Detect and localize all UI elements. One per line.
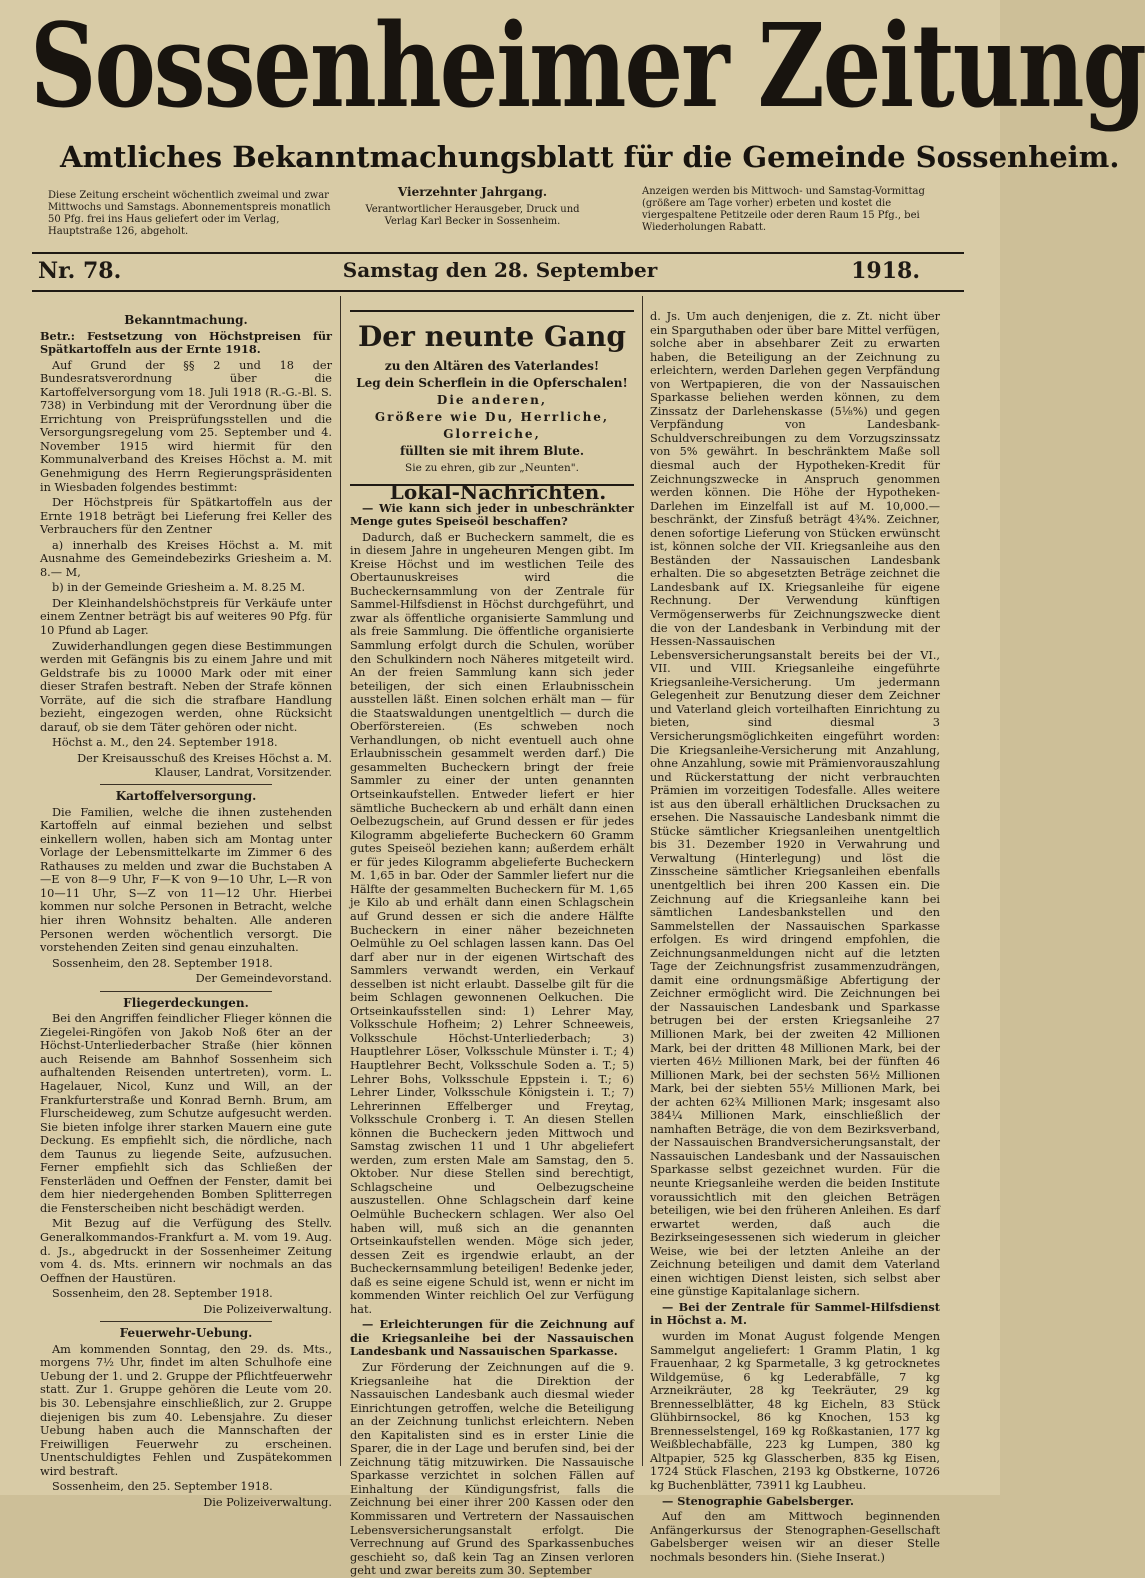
column-divider: [340, 296, 341, 1466]
signature: Die Polizeiverwaltung.: [203, 1495, 332, 1509]
place-date: Sossenheim, den 28. September 1918.: [52, 956, 273, 970]
article-lead: — Erleichterungen für die Zeichnung auf die Kriegsanleihe bei der Nassauischen Landesbank und Nassauischen Sparkasse.: [350, 1317, 634, 1359]
appeal-line: Glorreiche,: [443, 427, 541, 441]
signature: Der Kreisausschuß des Kreises Höchst a. M. Klauser, Landrat, Vorsitzender.: [77, 751, 332, 779]
header-rule-bottom: [32, 290, 964, 292]
paragraph: Am kommenden Sonntag, den 29. ds. Mts., morgens 7½ Uhr, findet im alten Schulhofe eine Uebung der 1. und 2. Gruppe der Pflichtfeuerwehr statt. Zur 1. Gruppe gehören die Leute vom 20. bis 30. Lebensjahre einschließlich, zur 2. Gruppe diejenigen bis zum 40. Lebensjahre. Zu dieser Uebung haben auch die Mannschaften der Freiwilligen Feuerwehr zu erscheinen. Unentschuldigtes Fehlen und Zuspätekommen wird bestraft.: [40, 1342, 332, 1478]
column-2: [350, 310, 634, 1578]
notice-subject: Betr.: Festsetzung von Höchstpreisen für Spätkartoffeln aus der Ernte 1918.: [40, 328, 332, 357]
column-3: [650, 310, 940, 1564]
publisher-info: [355, 186, 590, 228]
masthead-subtitle: Amtliches Bekanntmachungsblatt für die Gemeinde Sossenheim.: [60, 140, 1120, 174]
appeal-box: [350, 310, 634, 486]
paragraph: Zuwiderhandlungen gegen diese Bestimmungen werden mit Gefängnis bis zu einem Jahre und mit Geldstrafe bis zu 10000 Mark oder mit einer dieser Strafen bestraft. Neben der Strafe können Vorräte, auf die sich die strafbare Handlung bezieht, eingezogen werden, ohne Rücksicht darauf, ob sie dem Täter gehören oder nicht.: [40, 639, 332, 734]
article-lead: — Stenographie Gabelsberger.: [662, 1493, 854, 1508]
paragraph: Dadurch, daß er Bucheckern sammelt, die es in diesem Jahre in ungeheuren Mengen gibt. Im Kreise Höchst und im westlichen Teile des Obertaunuskreises wird die Bucheckernsammlung von der Zentrale für Sammel-Hilfsdienst in Höchst durchgeführt, und zwar als öffentliche organisierte Sammlung und als freie Sammlung. Die öffentliche organisierte Sammlung erfolgt durch die Schulen, worüber den Schulkindern noch Näheres mitgeteilt wird. An der freien Sammlung kann sich jeder beteiligen, der sich einen Erlaubnisschein ausstellen läßt. Einen solchen erhält man — für die Staatswaldungen unentgeltlich — durch die Oberförstereien. (Es schweben noch Verhandlungen, ob nicht eventuell auch ohne Erlaubnisschein gesammelt werden darf.) Die gesammelten Bucheckern bringt der freie Sammler zu einer der unten genannten Ortseinkaufstellen. Entweder liefert er hier sämtliche Bucheckern ab und erhält dann einen Oelbezugschein, auf Grund dessen er für jedes Kilogramm abgelieferte Bucheckern 60 Gramm gutes Speiseöl beziehen kann; außerdem erhält er für jedes Kilogramm abgelieferte Bucheckern M. 1,65 in bar. Oder der Sammler liefert nur die Hälfte der gesammelten Bucheckern für M. 1,65 je Kilo ab und erhält dann einen Schlagschein auf Grund dessen er sich die andere Hälfte Bucheckern in einer näher bezeichneten Oelmühle zu Oel schlagen lassen kann. Das Oel darf aber nur in der eigenen Wirtschaft des Sammlers verwandt werden, ein Verkauf desselben ist nicht erlaubt. Dasselbe gilt für die beim Schlagen gewonnenen Oelkuchen. Die Ortseinkaufsstellen sind: 1) Lehrer May, Volksschule Hofheim; 2) Lehrer Schneeweis, Volksschule Höchst-Unterliederbach; 3) Hauptlehrer Löser, Volksschule Münster i. T.; 4) Hauptlehrer Becht, Volksschule Soden a. T.; 5) Lehrer Bohs, Volksschule Eppstein i. T.; 6) Lehrer Linder, Volksschule Königstein i. T.; 7) Lehrerinnen Effelberger und Freytag, Volksschule Cronberg i. T. An diesen Stellen können die Bucheckern jeden Mittwoch und Samstag zwischen 11 und 1 Uhr abgeliefert werden, zum ersten Male am Samstag, den 5. Oktober. Nur diese Stellen sind berechtigt, Schlagscheine und Oelbezugscheine auszustellen. Ohne Schlagschein darf keine Oelmühle Bucheckern schlagen. Wer also Oel haben will, muß sich an die genannten Ortseinkaufstellen wenden. Möge sich jeder, dessen Zeit es irgendwie erlaubt, an der Bucheckernsammlung beteiligen! Bedenke jeder, daß es seine eigene Schuld ist, wenn er nicht im kommenden Winter reichlich Oel zur Verfügung hat.: [350, 530, 634, 1316]
paragraph: Der Kleinhandelshöchstpreis für Verkäufe unter einem Zentner beträgt bis auf weiteres 90 Pfg. für 10 Pfund ab Lager.: [40, 596, 332, 638]
place-date: Höchst a. M., den 24. September 1918.: [52, 736, 278, 750]
appeal-line: zu den Altären des Vaterlandes!: [384, 359, 600, 373]
section-heading: Feuerwehr-Uebung.: [119, 1326, 253, 1341]
column-1: [40, 310, 332, 1509]
volume-year: Vierzehnter Jahrgang.: [397, 185, 548, 199]
paragraph: Mit Bezug auf die Verfügung des Stellv. Generalkommandos-Frankfurt a. M. vom 19. Aug. d. Js., abgedruckt in der Sossenheimer Zeitung vom 4. ds. Mts. erinnern wir nochmals an das Oeffnen der Haustüren.: [40, 1217, 332, 1285]
appeal-line: füllten sie mit ihrem Blute.: [399, 444, 585, 458]
header-rule-top: [32, 252, 964, 254]
list-item: b) in der Gemeinde Griesheim a. M. 8.25 M.: [52, 581, 306, 595]
appeal-line: Leg dein Scherflein in die Opferschalen!: [356, 376, 628, 390]
issue-date: Samstag den 28. September: [342, 258, 658, 282]
paragraph: Auf den am Mittwoch beginnenden Anfängerkursus der Stenographen-Gesellschaft Gabelsberger weisen wir an dieser Stelle nochmals besonders hin. (Siehe Inserat.): [650, 1510, 940, 1564]
section-heading: Lokal-Nachrichten.: [389, 480, 607, 504]
publisher-line: Verantwortlicher Herausgeber, Druck und Verlag Karl Becker in Sossenheim.: [365, 204, 580, 227]
place-date: Sossenheim, den 28. September 1918.: [52, 1287, 273, 1301]
signature: Die Polizeiverwaltung.: [203, 1302, 332, 1316]
place-date: Sossenheim, den 25. September 1918.: [52, 1480, 273, 1494]
advertising-info: Anzeigen werden bis Mittwoch- und Samstag-Vormittag (größere am Tage vorher) erbeten und kostet die viergespaltene Petitzeile oder deren Raum 15 Pfg., bei Wiederholungen Rabatt.: [642, 186, 925, 233]
section-heading: Kartoffelversorgung.: [115, 789, 257, 804]
paragraph: Der Höchstpreis für Spätkartoffeln aus der Ernte 1918 beträgt bei Lieferung frei Keller des Verbrauchers für den Zentner: [40, 496, 332, 537]
appeal-line: Sie zu ehren, gib zur „Neunten".: [405, 462, 579, 474]
appeal-title: Der neunte Gang: [358, 320, 626, 353]
subscription-info: Diese Zeitung erscheint wöchentlich zweimal und zwar Mittwochs und Samstags. Abonnementspreis monatlich 50 Pfg. frei ins Haus geliefert oder im Verlag, Hauptstraße 126, abgeholt.: [48, 190, 331, 237]
article-lead: — Bei der Zentrale für Sammel-Hilfsdienst in Höchst a. M.: [650, 1299, 940, 1328]
issue-year: 1918.: [851, 258, 920, 284]
divider: [100, 784, 272, 785]
divider: [100, 1321, 272, 1322]
masthead-title: Sossenheimer Zeitung: [30, 0, 1145, 134]
column-divider: [642, 296, 643, 1466]
section-heading: Fliegerdeckungen.: [123, 995, 249, 1010]
paragraph: Bei den Angriffen feindlicher Flieger können die Ziegelei-Ringöfen von Jakob Noß 6ter an der Höchst-Unterliederbacher Straße (hier können auch Reisende am Bahnhof Sossenheim sich aufhaltenden Reisenden untertreten), vorm. L. Hagelauer, Nicol, Kunz und Will, an der Frankfurterstraße und Konrad Bernh. Brum, am Flurscheideweg, zum Schutze aufgesucht werden. Sie bieten infolge ihrer starken Mauern eine gute Deckung. Es empfiehlt sich, die nördliche, nach dem Taunus zu liegende Seite, aufzusuchen. Ferner empfiehlt sich das Schließen der Fensterläden und Oeffnen der Fenster, damit bei dem hier niedergehenden Bomben Splitterregen die Fensterscheiben nicht beschädigt werden.: [40, 1012, 332, 1215]
signature: Der Gemeindevorstand.: [195, 972, 332, 986]
paragraph: wurden im Monat August folgende Mengen Sammelgut angeliefert: 1 Gramm Platin, 1 kg Frauenhaar, 2 kg Sparmetalle, 3 kg getrocknetes Wildgemüse, 6 kg Lederabfälle, 7 kg Arzneikräuter, 28 kg Teekräuter, 29 kg Brennesselblätter, 48 kg Eicheln, 83 Stück Glühbirnsockel, 86 kg Knochen, 153 kg Brennesselstengel, 169 kg Roßkastanien, 177 kg Weißblechabfälle, 223 kg Lumpen, 380 kg Altpapier, 525 kg Glasscherben, 835 kg Eisen, 1724 Stück Flaschen, 2193 kg Obstkerne, 10726 kg Buchenblätter, 73911 kg Laubheu.: [650, 1330, 940, 1493]
list-item: a) innerhalb des Kreises Höchst a. M. mit Ausnahme des Gemeindebezirks Griesheim a. M. 8.— M,: [40, 538, 332, 579]
section-heading: Bekanntmachung.: [124, 313, 248, 327]
divider: [100, 991, 272, 992]
appeal-line: Größere wie Du, Herrliche,: [374, 410, 610, 424]
article-lead: — Wie kann sich jeder in unbeschränkter Menge gutes Speiseöl beschaffen?: [350, 500, 634, 529]
appeal-line: Die anderen,: [436, 393, 548, 407]
paragraph: d. Js. Um auch denjenigen, die z. Zt. nicht über ein Sparguthaben oder über bare Mittel verfügen, solche aber in absehbarer Zeit zu erwarten haben, die Beteiligung an der Zeichnung zu erleichtern, werden Darlehen gegen Verpfändung von Wertpapieren, die von der Nassauischen Sparkasse beliehen werden können, zu dem Zinssatz der Darlehenskasse (5⅛%) und gegen Verpfändung von Landesbank-Schuldverschreibungen zu dem Vorzugszinssatz von 5% gewährt. In beschränktem Maße soll diesmal auch der Hypotheken-Kredit für Zeichnungszwecke in Anspruch genommen werden können. Die Höhe der Hypotheken-Darlehen im Einzelfall ist auf M. 10,000.— beschränkt, der Zinsfuß beträgt 4¾%. Zeichner, denen sofortige Lieferung von Stücken erwünscht ist, können solche der VII. Kriegsanleihe aus den Beständen der Nassauischen Landesbank erhalten. Die so abgesetzten Beträge zeichnet die Landesbank auf IX. Kriegsanleihe für eigene Rechnung. Der Verwendung künftigen Vermögenserwerbs für Zeichnungszwecke dient die von der Landesbank in Verbindung mit der Hessen-Nassauischen Lebensversicherungsanstalt bereits bei der VI., VII. und VIII. Kriegsanleihe eingeführte Kriegsanleihe-Versicherung. Um jedermann Gelegenheit zur Benutzung dieser dem Zeichner und Vaterland gleich vorteilhaften Einrichtung zu bieten, sind diesmal 3 Versicherungsmöglichkeiten eingeführt worden: Die Kriegsanleihe-Versicherung mit Anzahlung, ohne Anzahlung, sowie mit Prämienvorauszahlung und Rückerstattung der nicht verbrauchten Prämien im vorzeitigen Todesfalle. Alles weitere ist aus den überall erhältlichen Drucksachen zu ersehen. Die Nassauische Landesbank nimmt die Stücke sämtlicher Kriegsanleihen unentgeltlich bis 31. Dezember 1920 in Verwahrung und Verwaltung (Hinterlegung) und löst die Zinsscheine sämtlicher Kriegsanleihen ebenfalls unentgeltlich bei ihren 200 Kassen ein. Die Zeichnung auf die Kriegsanleihe kann bei sämtlichen Landesbankstellen und den Sammelstellen der Nassauischen Sparkasse erfolgen. Es wird dringend empfohlen, die Zeichnungsanmeldungen nicht auf die letzten Tage der Zeichnungsfrist zusammenzudrängen, damit eine ordnungsmäßige Abfertigung der Zeichner ermöglicht wird. Die Zeichnungen bei der Nassauischen Landesbank und Sparkasse betrugen bei der ersten Kriegsanleihe 27 Millionen Mark, bei der zweiten 42 Millionen Mark, bei der dritten 48 Millionen Mark, bei der vierten 46½ Millionen Mark, bei der fünften 46 Millionen Mark, bei der sechsten 56½ Millionen Mark, bei der siebten 55½ Millionen Mark, bei der achten 62¾ Millionen Mark; insgesamt also 384¼ Millionen Mark, einschließlich der namhaften Beträge, die von dem Bezirksverband, der Nassauischen Brandversicherungsanstalt, der Nassauischen Landesbank und der Nassauischen Sparkasse selbst gezeichnet wurden. Für die neunte Kriegsanleihe werden die beiden Institute voraussichtlich mit den gleichen Beträgen beteiligen, wie bei den früheren Anleihen. Es darf erwartet werden, daß auch die Bezirkseingesessenen sich wiederum in gleicher Weise, wie bei der letzten Anleihe an der Zeichnung beteiligen und damit dem Vaterland einen wichtigen Dienst leisten, sich selbst aber eine günstige Kapitalanlage sichern.: [650, 310, 940, 1299]
paragraph: Zur Förderung der Zeichnungen auf die 9. Kriegsanleihe hat die Direktion der Nassauischen Landesbank auch diesmal wieder Einrichtungen getroffen, welche die Beteiligung an der Zeichnung tunlichst erleichtern. Neben den Kapitalisten sind es in erster Linie die Sparer, die in der Lage und berufen sind, bei der Zeichnung tätig mitzuwirken. Die Nassauische Sparkasse verzichtet in solchen Fällen auf Einhaltung der Kündigungsfrist, falls die Zeichnung bei einer ihrer 200 Kassen oder den Kommissaren und Vertretern der Nassauischen Lebensversicherungsanstalt erfolgt. Die Verrechnung auf Grund des Sparkassenbuches geschieht so, daß kein Tag an Zinsen verloren geht und zwar bereits zum 30. September: [350, 1361, 634, 1578]
paragraph: Die Familien, welche die ihnen zustehenden Kartoffeln auf einmal beziehen und selbst einkellern wollen, haben sich am Montag unter Vorlage der Lebensmittelkarte im Zimmer 6 des Rathauses zu melden und zwar die Buchstaben A—E von 8—9 Uhr, F—K von 9—10 Uhr, L—R von 10—11 Uhr, S—Z von 11—12 Uhr. Hierbei kommen nur solche Personen in Betracht, welche hier ihren Wohnsitz behalten. Alle anderen Personen werden wöchentlich versorgt. Die vorstehenden Zeiten sind genau einzuhalten.: [40, 805, 332, 955]
paragraph: Auf Grund der §§ 2 und 18 der Bundesratsverordnung über die Kartoffelversorgung vom 18. Juli 1918 (R.-G.-Bl. S. 738) in Verbindung mit der Verordnung über die Errichtung von Preisprüfungsstellen und die Versorgungsregelung vom 25. September und 4. November 1915 wird hiermit für den Kommunalverband des Kreises Höchst a. M. mit Genehmigung des Herrn Regierungspräsidenten in Wiesbaden folgendes bestimmt:: [40, 358, 332, 494]
issue-number: Nr. 78.: [38, 258, 122, 284]
